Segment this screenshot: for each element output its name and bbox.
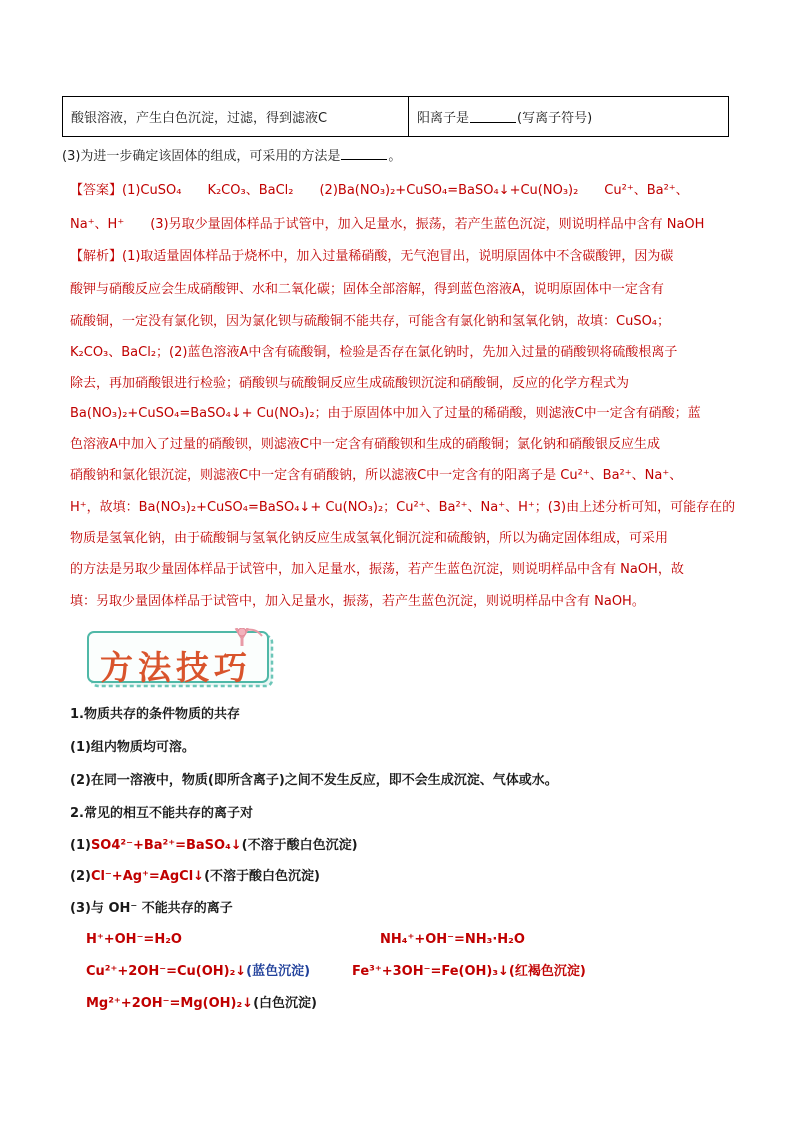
equation-nh4-oh [380, 932, 525, 948]
equation-mg-oh [86, 996, 317, 1012]
equation-cu-oh [86, 964, 310, 980]
equation-text: H⁺+OH⁻=H₂O [86, 932, 182, 947]
tips-item: (2)在同一溶液中，物质(即所含离子)之间不发生反应，即不会生成沉淀、气体或水。 [70, 773, 558, 788]
analysis-line: 硝酸钠和氯化银沉淀，则滤液C中一定含有硝酸钠，所以滤液C中一定含有的阳离子是 Cu²⁺、Ba²⁺、Na⁺、 [70, 468, 683, 483]
ion-pair-equation: Cl⁻+Ag⁺=AgCl↓ [90, 869, 205, 884]
ion-pair-number: (2) [70, 869, 91, 884]
experiment-table [62, 96, 729, 137]
ion-pair-note: (不溶于酸白色沉淀) [241, 838, 358, 853]
analysis-line: 的方法是另取少量固体样品于试管中，加入足量水，振荡，若产生蓝色沉淀，则说明样品中含有 NaOH，故 [70, 562, 684, 577]
answer-label: 【答案】 [70, 183, 123, 198]
ion-pair-note: (不溶于酸白色沉淀) [204, 869, 320, 884]
answer-line-1 [70, 183, 730, 199]
analysis-line: 填：另取少量固体样品于试管中，加入足量水，振荡，若产生蓝色沉淀，则说明样品中含有 NaOH。 [70, 594, 645, 609]
question-3-suffix: 。 [388, 149, 402, 164]
equation-note: (白色沉淀) [253, 996, 317, 1011]
answer-text-2: Na⁺、H⁺ (3)另取少量固体样品于试管中，加入足量水，振荡，若产生蓝色沉淀，则说明样品中含有 NaOH [70, 217, 705, 232]
ion-pair-2 [70, 869, 320, 885]
banner-title: 方法技巧 [100, 648, 252, 687]
analysis-line: 酸钾与硝酸反应会生成硝酸钾、水和二氧化碳；固体全部溶解，得到蓝色溶液A，说明原固体中一定含有 [70, 282, 664, 297]
table-cell-conclusion-prefix: 阳离子是 [417, 111, 470, 126]
answer-blank [470, 110, 516, 123]
tips-heading-1: 1.物质共存的条件物质的共存 [70, 707, 240, 722]
analysis-line: 硫酸铜，一定没有氯化钡，因为氯化钡与硫酸铜不能共存，可能含有氯化钠和氢氧化钠，故填：CuSO₄； [70, 314, 671, 329]
answer-text-1: (1)CuSO₄ K₂CO₃、BaCl₂ (2)Ba(NO₃)₂+CuSO₄=BaSO₄↓+Cu(NO₃)₂ Cu²⁺、Ba²⁺、 [122, 183, 689, 198]
analysis-line: 物质是氢氧化钠，由于硫酸铜与氢氧化钠反应生成氢氧化铜沉淀和硫酸钠，所以为确定固体组成，可采用 [70, 531, 669, 546]
analysis-label: 【解析】 [70, 249, 123, 264]
equation-text: NH₄⁺+OH⁻=NH₃·H₂O [380, 932, 525, 947]
analysis-line: Ba(NO₃)₂+CuSO₄=BaSO₄↓+ Cu(NO₃)₂；由于原固体中加入了过量的稀硝酸，则滤液C中一定含有硝酸；蓝 [70, 406, 701, 421]
method-tips-banner [86, 628, 280, 690]
equation-text: Cu²⁺+2OH⁻=Cu(OH)₂↓ [86, 964, 247, 979]
analysis-line: H⁺，故填：Ba(NO₃)₂+CuSO₄=BaSO₄↓+ Cu(NO₃)₂；Cu²⁺、Ba²⁺、Na⁺、H⁺；(3)由上述分析可知，可能存在的 [70, 500, 736, 515]
equation-note: (蓝色沉淀) [246, 964, 311, 979]
answer-line-2 [70, 217, 730, 233]
ion-pair-1 [70, 838, 358, 854]
question-3 [62, 147, 722, 165]
equation-h-oh [86, 932, 182, 948]
equation-text: Fe³⁺+3OH⁻=Fe(OH)₃↓ [352, 964, 509, 979]
question-3-prefix: (3)为进一步确定该固体的组成，可采用的方法是 [62, 149, 341, 164]
analysis-line: 除去，再加硝酸银进行检验；硝酸钡与硫酸铜反应生成硫酸钡沉淀和硝酸铜，反应的化学方程式为 [70, 376, 630, 391]
analysis-text: (1)取适量固体样品于烧杯中，加入过量稀硝酸，无气泡冒出，说明原固体中不含碳酸钾，因为碳 [122, 249, 674, 264]
ion-pair-number: (1) [70, 838, 91, 853]
tips-item: (1)组内物质均可溶。 [70, 740, 195, 755]
oh-heading: (3)与 OH⁻ 不能共存的离子 [70, 901, 233, 916]
equation-text: Mg²⁺+2OH⁻=Mg(OH)₂↓ [86, 996, 254, 1011]
table-cell-conclusion-suffix: (写离子符号) [517, 111, 593, 126]
analysis-line: 色溶液A中加入了过量的硝酸钡，则滤液C中一定含有硝酸钡和生成的硝酸铜；氯化钠和硝酸银反应生成 [70, 437, 660, 452]
answer-blank [341, 147, 387, 160]
tips-heading-2: 2.常见的相互不能共存的离子对 [70, 806, 253, 821]
analysis-line [70, 249, 725, 265]
table-cell-step [63, 97, 409, 136]
table-cell-conclusion [409, 97, 728, 136]
ion-pair-equation: SO4²⁻+Ba²⁺=BaSO₄↓ [90, 838, 242, 853]
table-cell-step-text: 酸银溶液，产生白色沉淀，过滤，得到滤液C [71, 111, 328, 126]
equation-note: (红褐色沉淀) [508, 964, 586, 979]
analysis-line: K₂CO₃、BaCl₂；(2)蓝色溶液A中含有硫酸铜，检验是否存在氯化钠时，先加入过量的硝酸钡将硫酸根离子 [70, 345, 678, 360]
equation-fe-oh [352, 964, 586, 980]
